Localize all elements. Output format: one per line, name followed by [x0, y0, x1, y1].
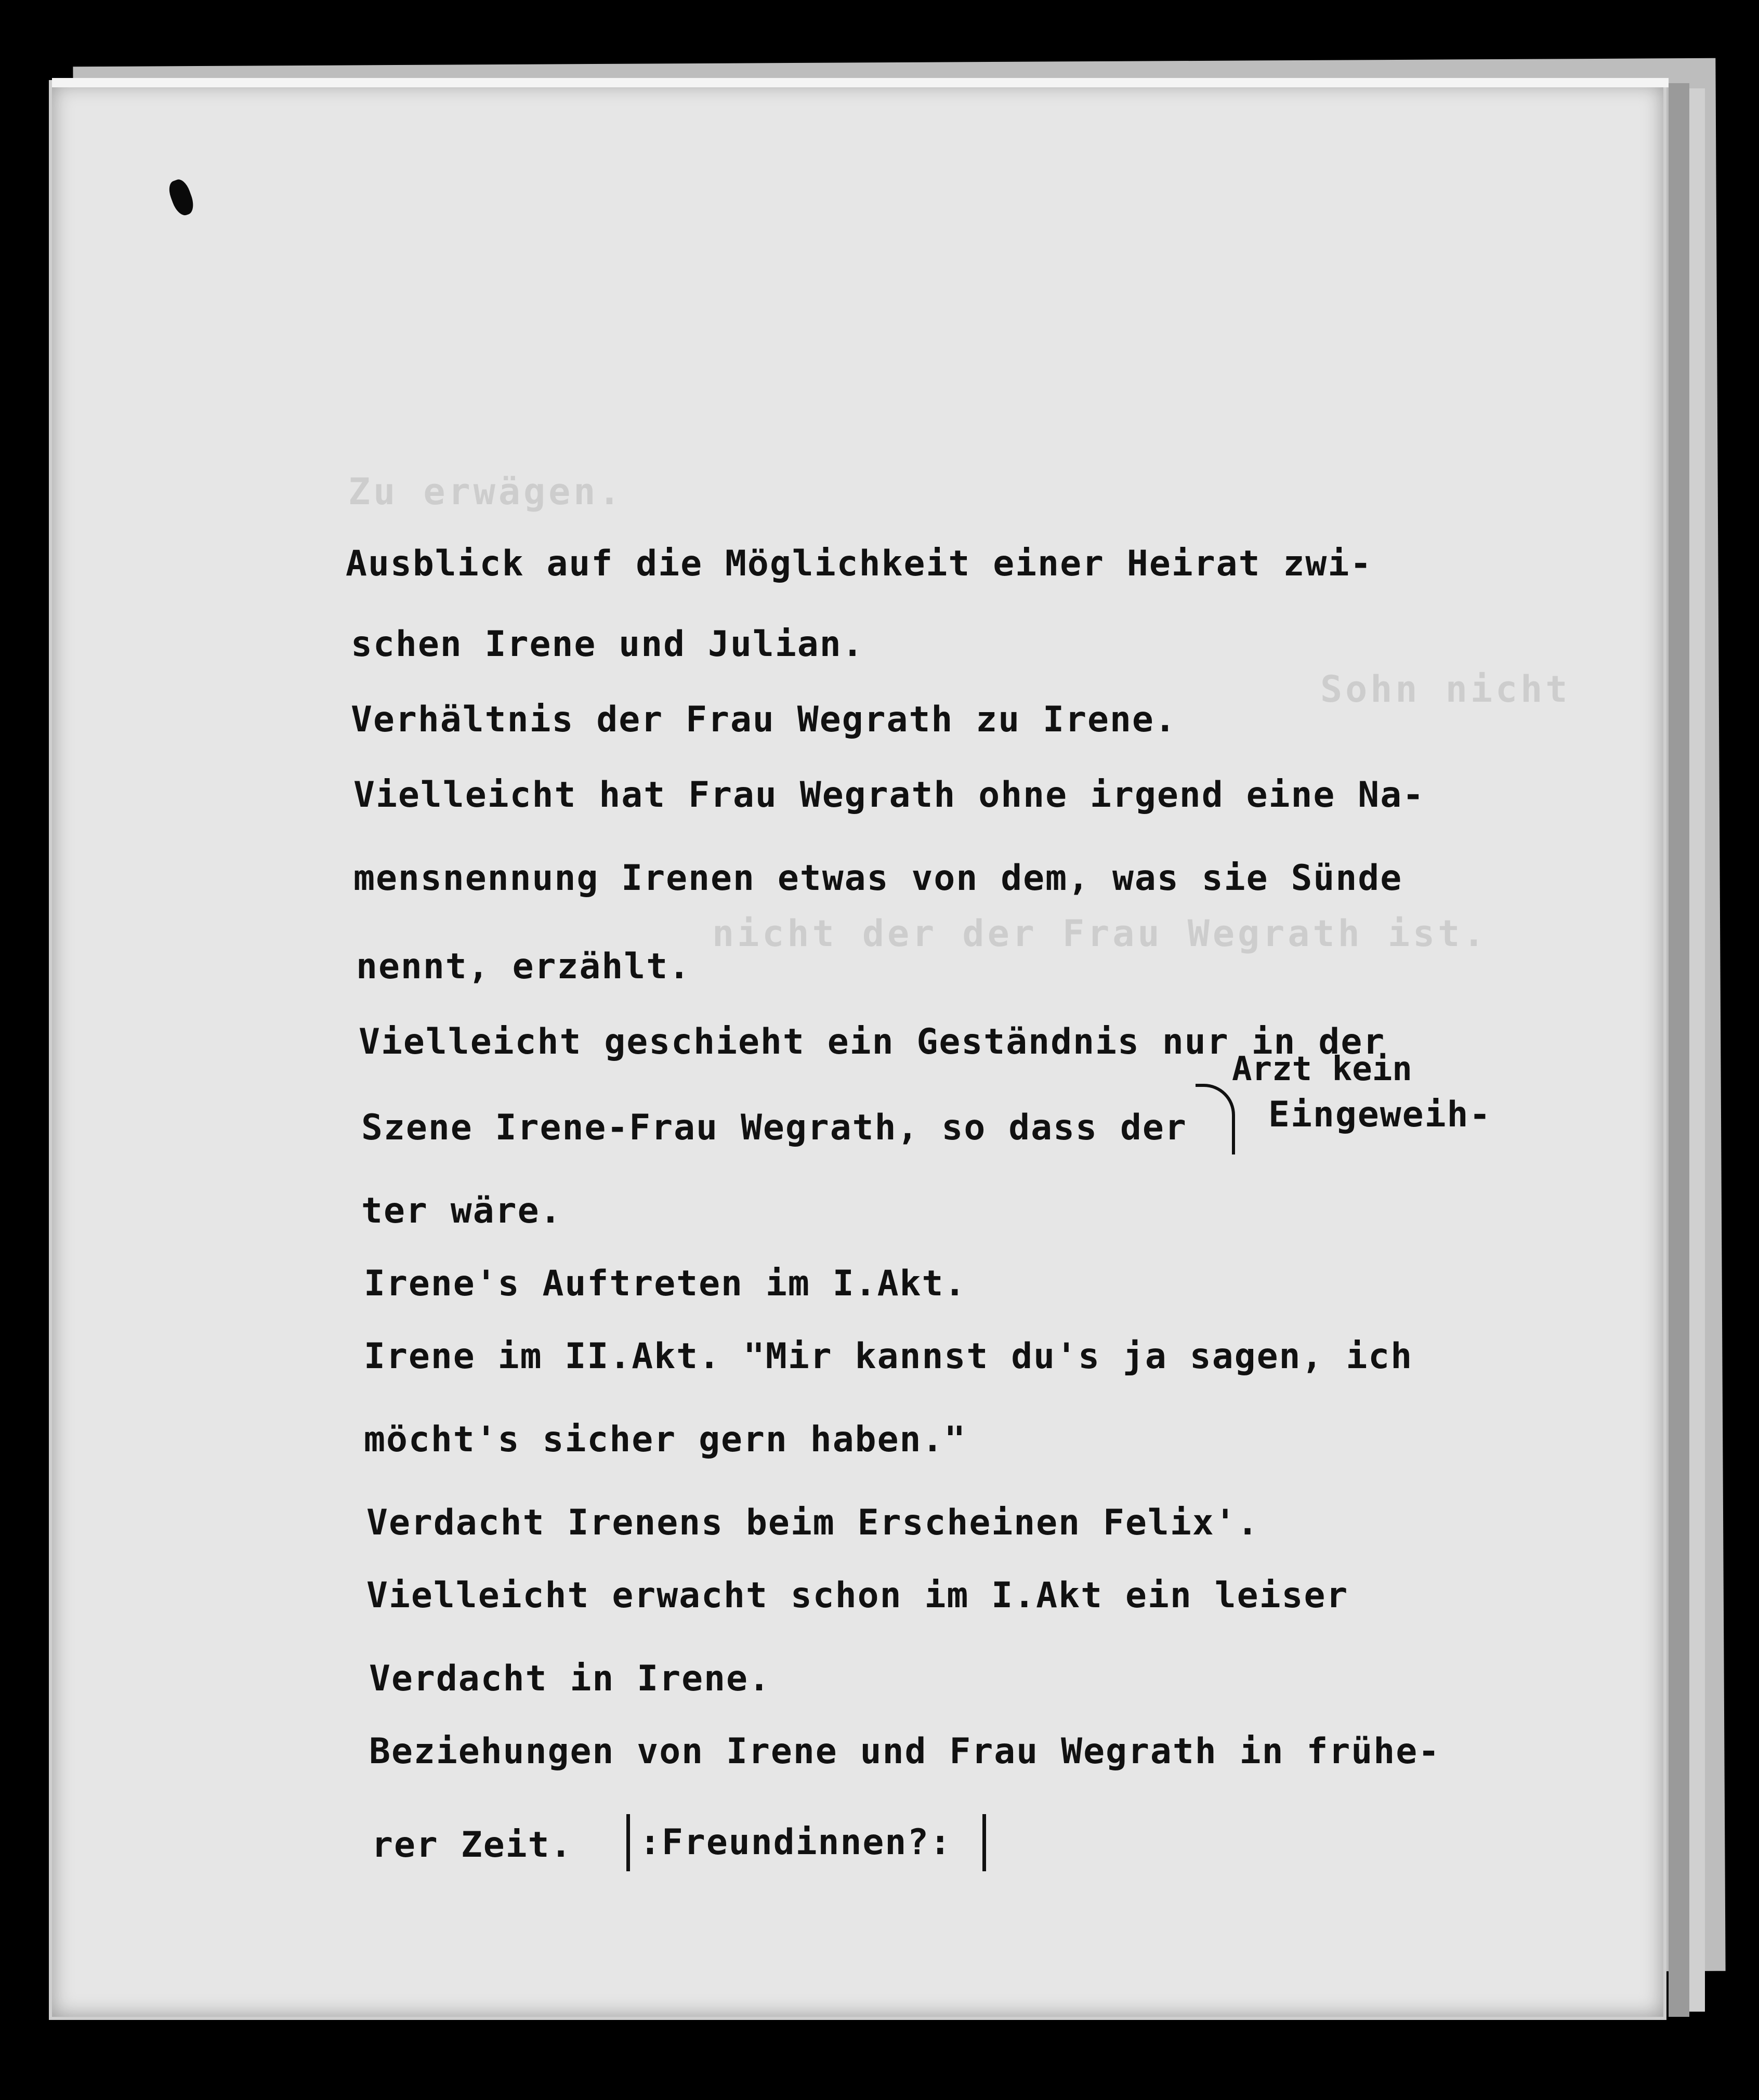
text-line: Szene Irene-Frau Wegrath, so dass der	[361, 1107, 1187, 1148]
faded-line: nicht der der Frau Wegrath ist.	[712, 912, 1488, 955]
text-line: Verhältnis der Frau Wegrath zu Irene.	[351, 699, 1177, 740]
handwritten-insertion: Arzt kein	[1232, 1050, 1412, 1088]
text-line: Ausblick auf die Möglichkeit einer Heirat zwi-	[346, 543, 1373, 584]
text-line: rer Zeit.	[372, 1825, 573, 1866]
bracket-bar-right	[982, 1814, 986, 1871]
text-line: Eingeweih-	[1268, 1094, 1492, 1135]
text-line: ter wäre.	[361, 1190, 562, 1231]
bracket-bar-left	[626, 1814, 630, 1871]
text-line: mensnennung Irenen etwas von dem, was sie Sünde	[353, 858, 1403, 899]
text-line: schen Irene und Julian.	[351, 624, 864, 665]
faded-line: Sohn nicht	[1320, 668, 1571, 711]
text-line: Irene's Auftreten im I.Akt.	[364, 1263, 967, 1304]
stack-edge	[1669, 83, 1689, 2017]
stack-edge-outer	[1689, 88, 1705, 2012]
text-line: nennt, erzählt.	[356, 946, 691, 987]
text-line: :Freundinnen?:	[639, 1822, 952, 1863]
text-line: Beziehungen von Irene und Frau Wegrath in frühe-	[369, 1731, 1441, 1772]
text-line: Vielleicht geschieht ein Geständnis nur in der	[359, 1021, 1386, 1062]
text-line: Vielleicht erwacht schon im I.Akt ein leiser	[366, 1575, 1349, 1616]
text-line: Verdacht Irenens beim Erscheinen Felix'.	[366, 1502, 1259, 1543]
text-line: Vielleicht hat Frau Wegrath ohne irgend eine Na-	[353, 775, 1425, 816]
page-top-edge	[52, 78, 1669, 87]
text-line: Irene im II.Akt. "Mir kannst du's ja sagen, ich	[364, 1336, 1413, 1377]
text-line: möcht's sicher gern haben."	[364, 1419, 967, 1460]
faded-heading: Zu erwägen.	[348, 470, 624, 513]
text-line: Verdacht in Irene.	[369, 1658, 771, 1699]
